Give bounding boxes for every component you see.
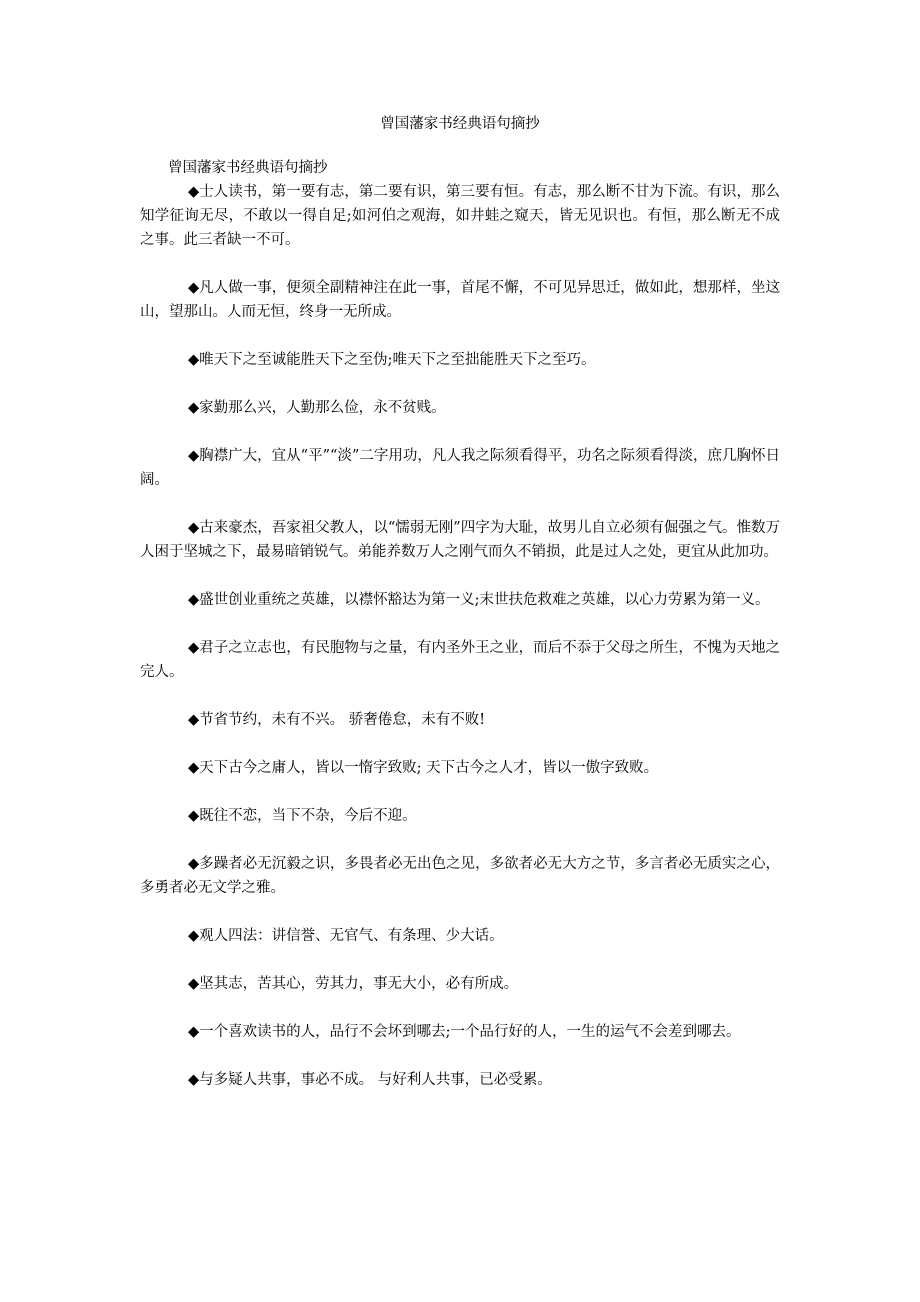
quote-paragraph: ◆盛世创业重统之英雄，以襟怀豁达为第一义;末世扶危救难之英雄，以心力劳累为第一义。: [188, 592, 770, 608]
quote-paragraph: ◆观人四法：讲信誉、无官气、有条理、少大话。: [188, 928, 504, 944]
document-page: [140, 112, 780, 1116]
quote-paragraph: ◆家勤那么兴，人勤那么俭，永不贫贱。: [188, 400, 446, 416]
quote-paragraph: ◆唯天下之至诚能胜天下之至伪;唯天下之至拙能胜天下之至巧。: [188, 352, 596, 368]
quote-paragraph: ◆古来豪杰，吾家祖父教人，以“懦弱无刚”四字为大耻，故男儿自立必须有倔强之气。惟数万人困于坚城之下，最易暗销锐气。弟能养数万人之刚气而久不销损，此是过人之处，更宜从此加功。: [140, 520, 780, 560]
document-title: 曾国藩家书经典语句摘抄: [380, 116, 540, 132]
quote-paragraph: ◆既往不恋，当下不杂，今后不迎。: [188, 808, 417, 824]
quote-paragraph: ◆天下古今之庸人，皆以一惰字致败; 天下古今之人才，皆以一傲字致败。: [188, 760, 659, 776]
quote-paragraph: ◆节省节约，未有不兴。 骄奢倦怠，未有不败!: [188, 712, 486, 728]
quote-paragraph: ◆士人读书，第一要有志，第二要有识，第三要有恒。有志，那么断不甘为下流。有识，那么知学征询无尽，不敢以一得自足;如河伯之观海，如井蛙之窥天，皆无见识也。有恒，那么断无不成之事。此三者缺一不可。: [140, 184, 780, 248]
quote-paragraph: ◆一个喜欢读书的人，品行不会坏到哪去;一个品行好的人，一生的运气不会差到哪去。: [188, 1024, 741, 1040]
quote-paragraph: ◆与多疑人共事，事必不成。 与好利人共事，已必受累。: [188, 1072, 552, 1088]
document-subtitle: 曾国藩家书经典语句摘抄: [168, 160, 328, 176]
quote-paragraph: ◆坚其志，苦其心，劳其力，事无大小，必有所成。: [188, 976, 519, 992]
quote-paragraph: ◆胸襟广大，宜从“平”“淡”二字用功，凡人我之际须看得平，功名之际须看得淡，庶几胸怀日阔。: [140, 448, 780, 488]
quote-paragraph: ◆凡人做一事，便须全副精神注在此一事，首尾不懈，不可见异思迁，做如此，想那样，坐这山，望那山。人而无恒，终身一无所成。: [140, 280, 780, 320]
quote-paragraph: ◆君子之立志也，有民胞物与之量，有内圣外王之业，而后不忝于父母之所生，不愧为天地之完人。: [140, 640, 780, 680]
quote-paragraph: ◆多躁者必无沉毅之识，多畏者必无出色之见，多欲者必无大方之节，多言者必无质实之心，多勇者必无文学之雅。: [140, 856, 780, 896]
